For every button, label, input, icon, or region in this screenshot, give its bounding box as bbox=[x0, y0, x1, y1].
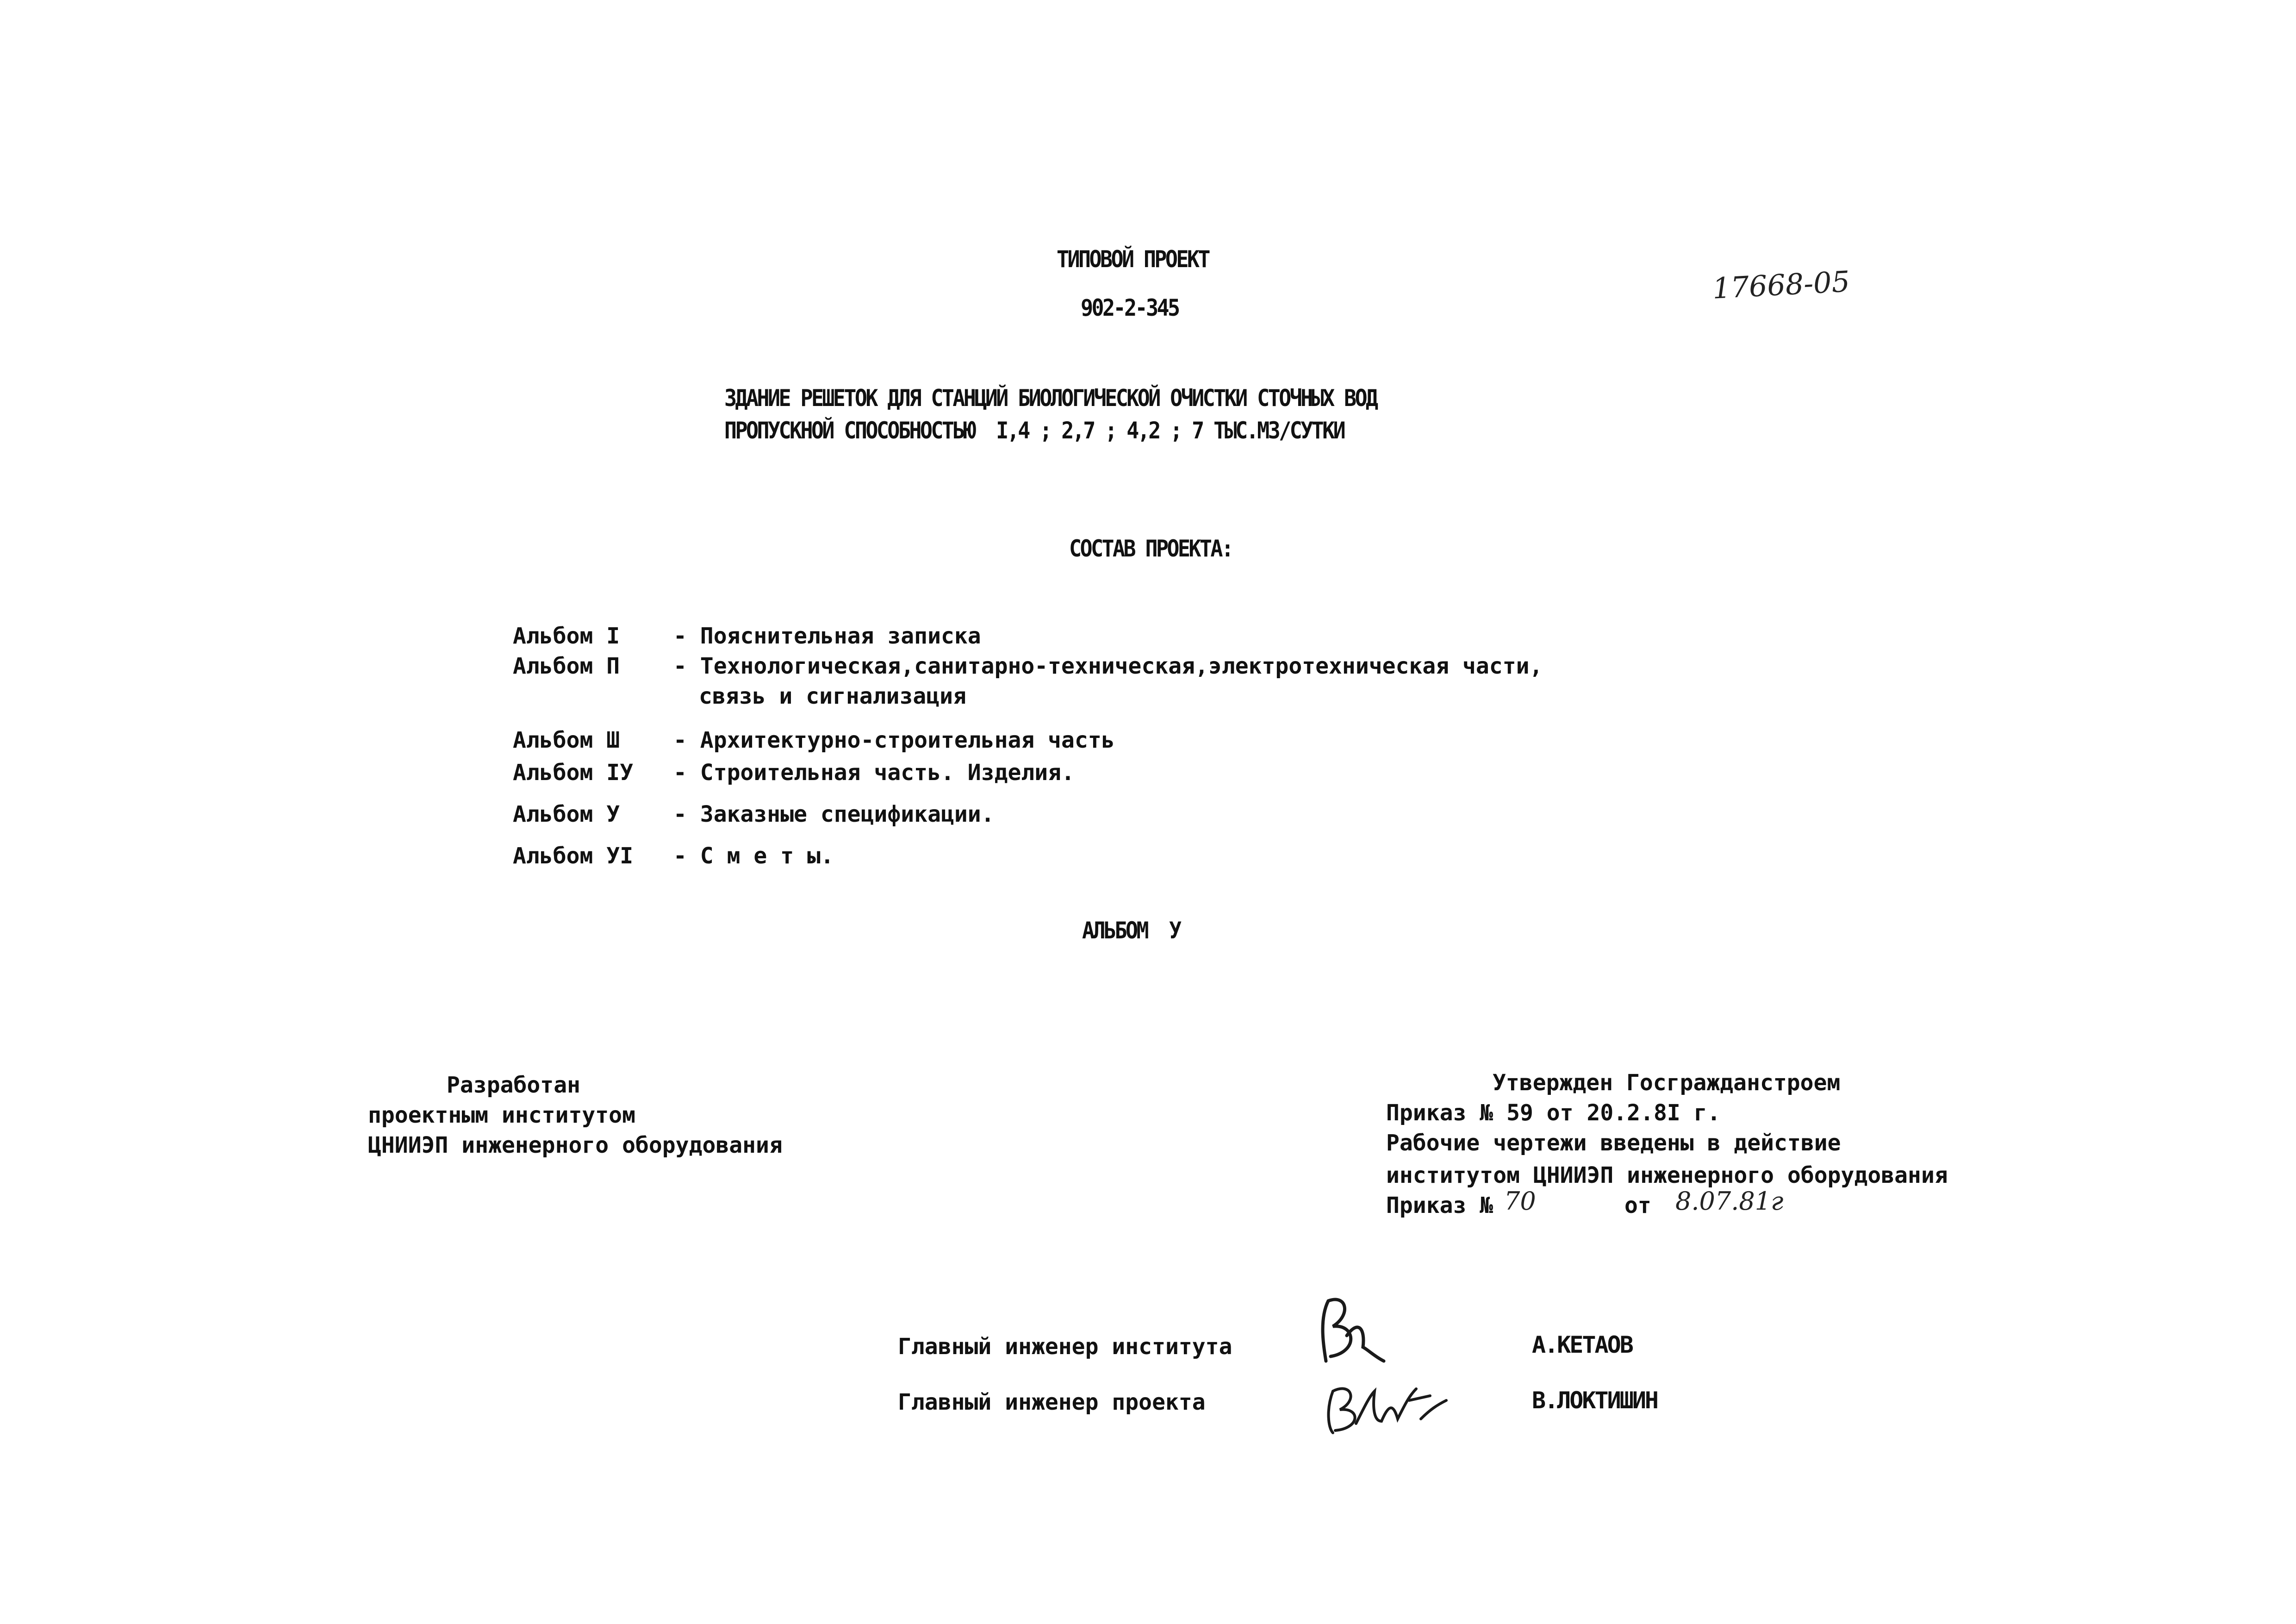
handwritten-code: 17668-05 bbox=[1711, 264, 1851, 306]
current-album: АЛЬБОМ У bbox=[1082, 917, 1180, 944]
album-label: Альбом П bbox=[513, 653, 620, 679]
album-label: Альбом У bbox=[513, 801, 620, 827]
album-label: Альбом I bbox=[513, 623, 620, 649]
album-description: - Технологическая,санитарно-техническая,электротехническая части, bbox=[673, 653, 1543, 679]
signature-mark bbox=[1314, 1292, 1407, 1375]
approval-order-from: от bbox=[1624, 1193, 1651, 1218]
approval-line-2: Приказ № 59 от 20.2.8I г. bbox=[1386, 1100, 1721, 1126]
album-description: - Архитектурно-строительная часть bbox=[673, 727, 1115, 753]
album-description: - С м е т ы. bbox=[673, 843, 834, 869]
developer-line-3: ЦНИИЭП инженерного оборудования bbox=[368, 1132, 783, 1158]
signature-mark bbox=[1324, 1377, 1462, 1447]
signature-role: Главный инженер института bbox=[898, 1334, 1232, 1360]
title-line-2: ПРОПУСКНОЙ СПОСОБНОСТЬЮ I,4 ; 2,7 ; 4,2 ; 7 ТЫС.МЗ/СУТКИ bbox=[724, 417, 1344, 444]
project-number: 902-2-345 bbox=[1081, 294, 1179, 321]
developer-line-1: Разработан bbox=[447, 1072, 580, 1098]
project-type: ТИПОВОЙ ПРОЕКТ bbox=[1057, 246, 1209, 273]
approval-order-number: 70 bbox=[1504, 1187, 1536, 1216]
approval-line-3: Рабочие чертежи введены в действие bbox=[1386, 1130, 1841, 1156]
composition-heading: СОСТАВ ПРОЕКТА: bbox=[1069, 535, 1232, 562]
album-label: Альбом IУ bbox=[513, 760, 634, 786]
album-label: Альбом УI bbox=[513, 843, 634, 869]
album-description: - Заказные спецификации. bbox=[673, 801, 995, 827]
approval-order-prefix: Приказ № bbox=[1386, 1193, 1493, 1218]
album-description: - Пояснительная записка bbox=[673, 623, 981, 649]
album-label: Альбом Ш bbox=[513, 727, 620, 753]
signature-role: Главный инженер проекта bbox=[898, 1389, 1206, 1415]
approval-line-1: Утвержден Госгражданстроем bbox=[1493, 1070, 1841, 1096]
album-description: - Строительная часть. Изделия. bbox=[673, 760, 1075, 786]
signature-name: А.КЕТАОВ bbox=[1532, 1331, 1632, 1358]
approval-order-date: 8.07.81г bbox=[1675, 1187, 1784, 1216]
signature-name: В.ЛОКТИШИН bbox=[1532, 1387, 1658, 1414]
title-line-1: ЗДАНИЕ РЕШЕТОК ДЛЯ СТАНЦИЙ БИОЛОГИЧЕСКОЙ ОЧИСТКИ СТОЧНЫХ ВОД bbox=[724, 385, 1377, 412]
approval-line-4: институтом ЦНИИЭП инженерного оборудования bbox=[1386, 1162, 1948, 1188]
album-description-cont: связь и сигнализация bbox=[699, 683, 966, 709]
developer-line-2: проектным институтом bbox=[368, 1102, 635, 1128]
